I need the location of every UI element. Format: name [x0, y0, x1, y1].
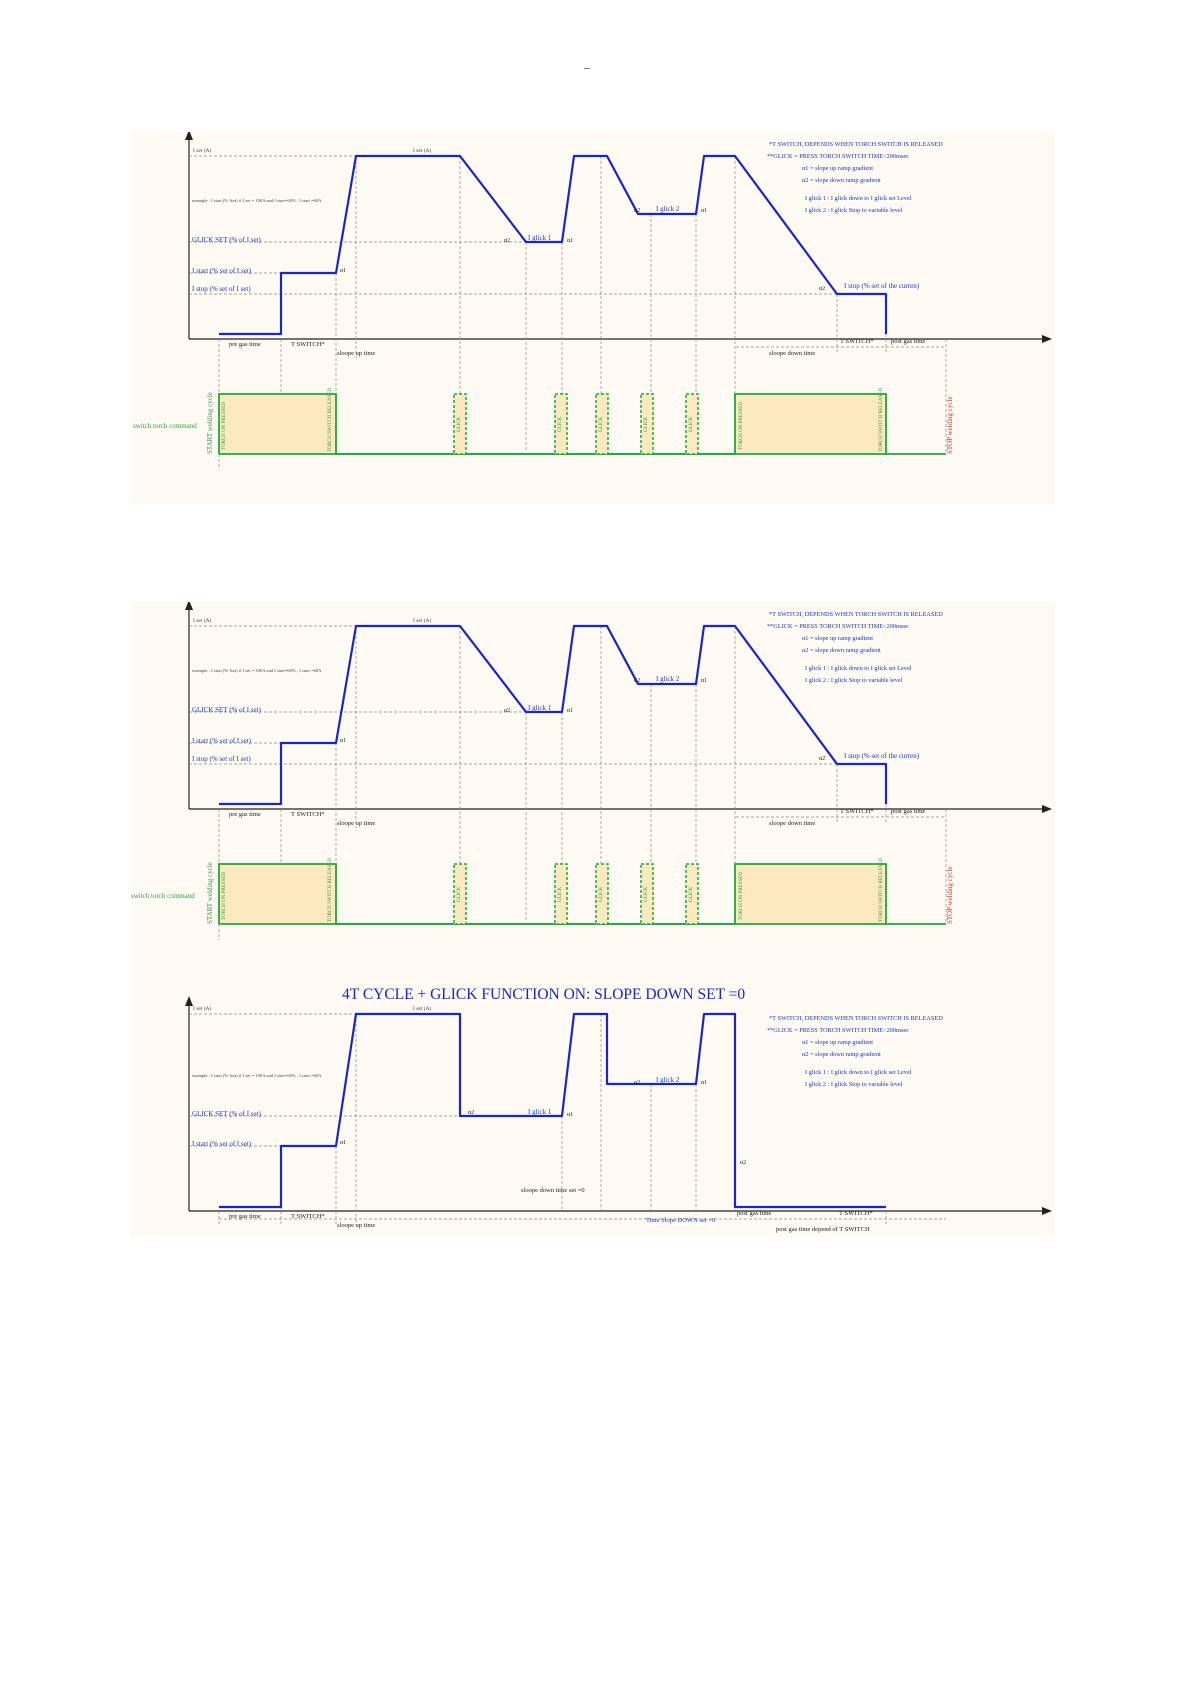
tswitch-left-label: T SWITCH*: [291, 341, 325, 348]
glick-set-label: GLICK SET (% of I set): [192, 706, 261, 714]
alpha2-label: α2: [634, 1080, 641, 1086]
alpha2-label: α2: [740, 1160, 747, 1166]
torch-released-label: TORCH SWITCH RELEASED: [328, 387, 333, 452]
torch-released-label: TORCH SWITCH RELEASED: [879, 387, 884, 452]
alpha2-label: α2: [468, 1110, 475, 1116]
alpha1-label: α1: [340, 738, 347, 744]
alpha1-label: α1: [701, 678, 708, 684]
note-glick: **GLICK = PRESS TORCH SWITCH TIME<200msec: [767, 623, 909, 630]
note-iglick2: I glick 2 : I glick Stop to variable level: [805, 1081, 903, 1088]
note-glick: **GLICK = PRESS TORCH SWITCH TIME<200msec: [767, 1027, 909, 1034]
note-alpha1: α1 = slope up ramp gradient: [802, 1039, 874, 1046]
note-iglick1: I glick 1 : I glick down to I glick set Level: [805, 665, 912, 672]
torch-released-label: TORCH SWITCH RELEASED: [879, 857, 884, 922]
iset-axis-label: I set (A): [193, 1006, 212, 1012]
torch-pressed-label: TORCH ON PRESSED: [739, 872, 744, 920]
glick-label: GLICK: [644, 886, 649, 902]
note-alpha2: α2 = slope down ramp gradient: [802, 1051, 881, 1058]
example-note: example : I start (% Iset) if I set = 100A and I start=60% , I start =60A: [192, 1073, 322, 1078]
glick-label: GLICK: [558, 416, 563, 432]
alpha1-label: α1: [567, 1112, 574, 1118]
post-gas-label: post gas time: [891, 338, 926, 345]
alpha2-label: α2: [504, 708, 511, 714]
iglick1-label: I glick 1: [528, 1108, 552, 1116]
iglick2-label: I glick 2: [656, 205, 680, 213]
note-alpha2: α2 = slope down ramp gradient: [802, 177, 881, 184]
welding-cycle-diagram-2: [131, 602, 1055, 974]
istart-label: I start (% set of I set): [192, 267, 252, 275]
iset-top-label: I set (A): [413, 1006, 432, 1012]
note-tswitch: *T SWITCH, DEPENDS WHEN TORCH SWITCH IS RELEASED: [769, 1015, 943, 1022]
pre-gas-label: pre gas time: [229, 1213, 261, 1220]
iset-axis-label: I set (A): [193, 618, 212, 624]
note-iglick1: I glick 1 : I glick down to I glick set Level: [805, 1069, 912, 1076]
post-gas-label: post gas time: [737, 1210, 772, 1217]
welding-cycle-diagram-1: [131, 132, 1055, 504]
sloope-up-label: sloope up time: [337, 350, 376, 357]
torch-released-area: [735, 394, 886, 454]
glick-label: GLICK: [689, 416, 694, 432]
time-slope-down-label: Time Slope DOWN set =0: [646, 1217, 716, 1224]
glick-label: GLICK: [457, 416, 462, 432]
tswitch-right-label: T SWITCH*: [839, 1210, 873, 1217]
iset-top-label: I set (A): [413, 618, 432, 624]
glick-label: GLICK: [457, 886, 462, 902]
istart-label: I start (% set of I set): [192, 1140, 252, 1148]
alpha2-label: α2: [819, 286, 826, 292]
note-tswitch: *T SWITCH, DEPENDS WHEN TORCH SWITCH IS RELEASED: [769, 141, 943, 148]
alpha1-label: α1: [701, 1080, 708, 1086]
stop-cycle-label: STOP welding cycle: [946, 396, 954, 454]
slope-down-zero-label: sloope down time set =0: [521, 1187, 585, 1194]
post-gas-label: post gas time: [891, 808, 926, 815]
istop-right-label: I stop (% set of the curren): [844, 282, 920, 290]
example-note: example : I start (% Iset) if I set = 100A and I start=60% , I start =60A: [192, 198, 322, 203]
diagram-3-svg: [131, 974, 1055, 1236]
tswitch-left-label: T SWITCH*: [291, 1213, 325, 1220]
alpha2-label: α2: [819, 756, 826, 762]
diagram-1-svg: [131, 132, 1055, 504]
note-alpha1: α1 = slope up ramp gradient: [802, 165, 874, 172]
start-cycle-label: START welding cycle: [206, 392, 214, 454]
diagram-2-svg: [131, 602, 1055, 974]
alpha1-label: α1: [701, 208, 708, 214]
tswitch-left-label: T SWITCH*: [291, 811, 325, 818]
glick-label: GLICK: [558, 886, 563, 902]
tswitch-right-label: T SWITCH*: [840, 338, 874, 345]
note-iglick2: I glick 2 : I glick Stop to variable level: [805, 677, 903, 684]
glick-label: GLICK: [599, 886, 604, 902]
torch-pressed-label: TORCH ON PRESSED: [222, 402, 227, 450]
sloope-up-label: sloope up time: [337, 820, 376, 827]
glick-set-label: GLICK SET (% of I set): [192, 236, 261, 244]
sloope-down-label: sloope down time: [769, 350, 816, 357]
note-iglick2: I glick 2 : I glick Stop to variable level: [805, 207, 903, 214]
note-tswitch: *T SWITCH, DEPENDS WHEN TORCH SWITCH IS RELEASED: [769, 611, 943, 618]
note-glick: **GLICK = PRESS TORCH SWITCH TIME<200msec: [767, 153, 909, 160]
glick-label: GLICK: [644, 416, 649, 432]
glick-label: GLICK: [689, 886, 694, 902]
alpha1-label: α1: [340, 1140, 347, 1146]
pre-gas-label: pre gas time: [229, 341, 261, 348]
start-cycle-label: START welding cycle: [206, 862, 214, 924]
diagram-title: 4T CYCLE + GLICK FUNCTION ON: SLOPE DOWN SET =0: [342, 986, 746, 1003]
note-alpha2: α2 = slope down ramp gradient: [802, 647, 881, 654]
torch-pressed-label: TORCH ON PRESSED: [739, 402, 744, 450]
torch-released-area: [735, 864, 886, 924]
iglick1-label: I glick 1: [528, 234, 552, 242]
alpha2-label: α2: [634, 678, 641, 684]
iglick2-label: I glick 2: [656, 675, 680, 683]
istart-label: I start (% set of I set): [192, 737, 252, 745]
glick-label: GLICK: [599, 416, 604, 432]
sloope-up-label: sloope up time: [337, 1222, 376, 1229]
note-alpha1: α1 = slope up ramp gradient: [802, 635, 874, 642]
istop-right-label: I stop (% set of the curren): [844, 752, 920, 760]
alpha1-label: α1: [567, 238, 574, 244]
torch-pressed-area: [219, 394, 336, 454]
stop-cycle-label: STOP welding cycle: [946, 866, 954, 924]
post-gas-depend-label: post gas time depend of T SWITCH: [776, 1226, 870, 1233]
pre-gas-label: pre gas time: [229, 811, 261, 818]
switch-torch-label: switch torch command: [133, 422, 197, 430]
sloope-down-label: sloope down time: [769, 820, 816, 827]
istop-label: I stop (% set of I set): [192, 755, 251, 763]
iglick1-label: I glick 1: [528, 704, 552, 712]
torch-released-label: TORCH SWITCH RELEASED: [328, 857, 333, 922]
iset-top-label: I set (A): [413, 148, 432, 154]
tswitch-right-label: T SWITCH*: [840, 808, 874, 815]
glick-set-label: GLICK SET (% of I set): [192, 1110, 261, 1118]
welding-cycle-diagram-3: [131, 974, 1055, 1236]
alpha2-label: α2: [634, 208, 641, 214]
istop-label: I stop (% set of I set): [192, 285, 251, 293]
page-mark: –: [584, 60, 590, 74]
alpha1-label: α1: [340, 268, 347, 274]
torch-pressed-area: [219, 864, 336, 924]
switch-torch-label: switch torch command: [131, 892, 195, 900]
example-note: example : I start (% Iset) if I set = 100A and I start=60% , I start =60A: [192, 668, 322, 673]
alpha1-label: α1: [567, 708, 574, 714]
alpha2-label: α2: [504, 238, 511, 244]
iset-axis-label: I set (A): [193, 148, 212, 154]
iglick2-label: I glick 2: [656, 1076, 680, 1084]
torch-pressed-label: TORCH ON PRESSED: [222, 872, 227, 920]
note-iglick1: I glick 1 : I glick down to I glick set Level: [805, 195, 912, 202]
